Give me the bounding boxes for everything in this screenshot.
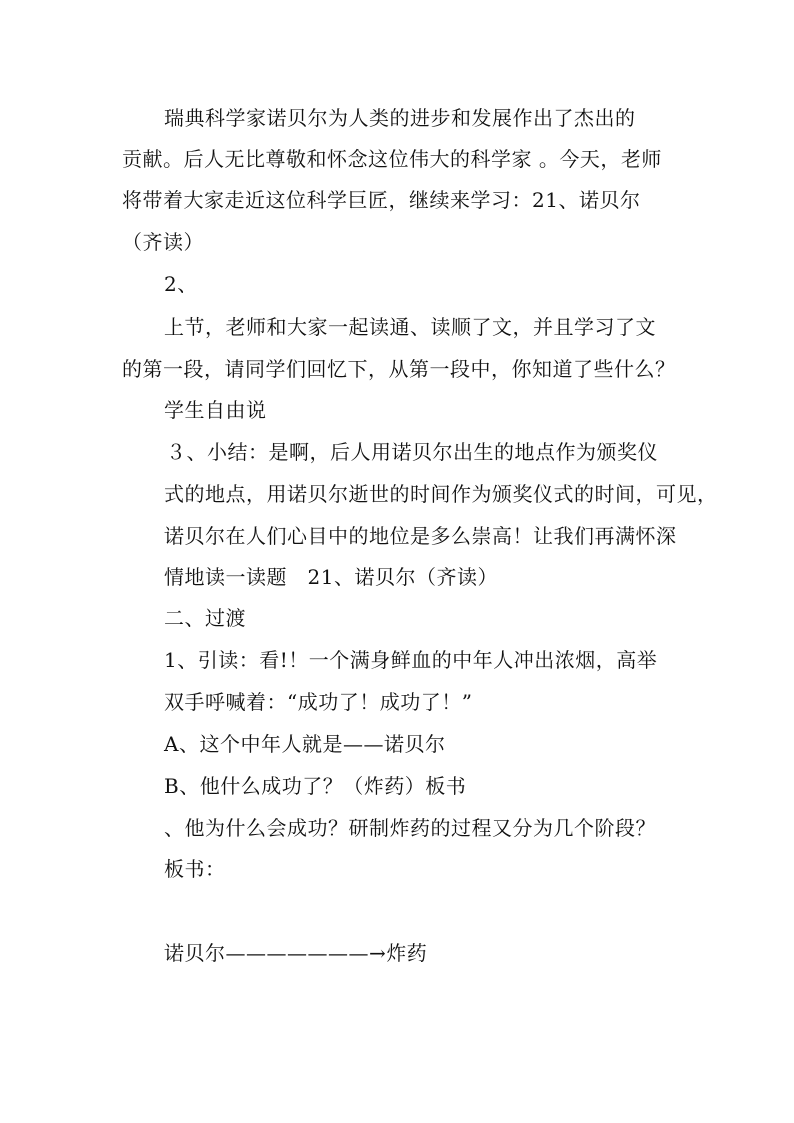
paragraph-line-16: A、这个中年人就是——诺贝尔 [164, 732, 446, 756]
paragraph-line-1: 瑞典科学家诺贝尔为人类的进步和发展作出了杰出的 [164, 106, 636, 130]
paragraph-line-10: 式的地点，用诺贝尔逝世的时间作为颁奖仪式的时间，可见， [164, 482, 718, 506]
paragraph-line-6: 上节，老师和大家一起读通、读顺了文，并且学习了文 [164, 315, 656, 339]
paragraph-line-9: ３、小结：是啊，后人用诺贝尔出生的地点作为颁奖仪 [166, 440, 658, 464]
paragraph-line-14: 1、引读：看!！一个满身鲜血的中年人冲出浓烟，高举 [164, 648, 658, 672]
section-number-2: 2、 [164, 272, 198, 296]
paragraph-line-15: 双手呼喊着：“成功了！成功了！” [164, 690, 473, 714]
paragraph-line-17: B、他什么成功了？（炸药）板书 [164, 774, 467, 798]
board-diagram-line: 诺贝尔———————→炸药 [164, 941, 428, 965]
paragraph-line-4: （齐读） [122, 230, 204, 254]
paragraph-line-19: 板书： [164, 857, 226, 881]
paragraph-line-2: 贡献。后人无比尊敬和怀念这位伟大的科学家 。今天，老师 [122, 147, 662, 171]
paragraph-line-8: 学生自由说 [164, 398, 267, 422]
paragraph-line-3: 将带着大家走近这位科学巨匠，继续来学习：21、诺贝尔 [122, 188, 641, 212]
section-heading-transition: 二、过渡 [164, 606, 246, 630]
paragraph-line-18: 、他为什么会成功？研制炸药的过程又分为几个阶段？ [164, 816, 656, 840]
paragraph-line-11: 诺贝尔在人们心目中的地位是多么崇高！让我们再满怀深 [164, 524, 677, 548]
paragraph-line-7: 的第一段，请同学们回忆下，从第一段中，你知道了些什么？ [122, 357, 676, 381]
paragraph-line-12: 情地读一读题 21、诺贝尔（齐读） [164, 565, 498, 589]
